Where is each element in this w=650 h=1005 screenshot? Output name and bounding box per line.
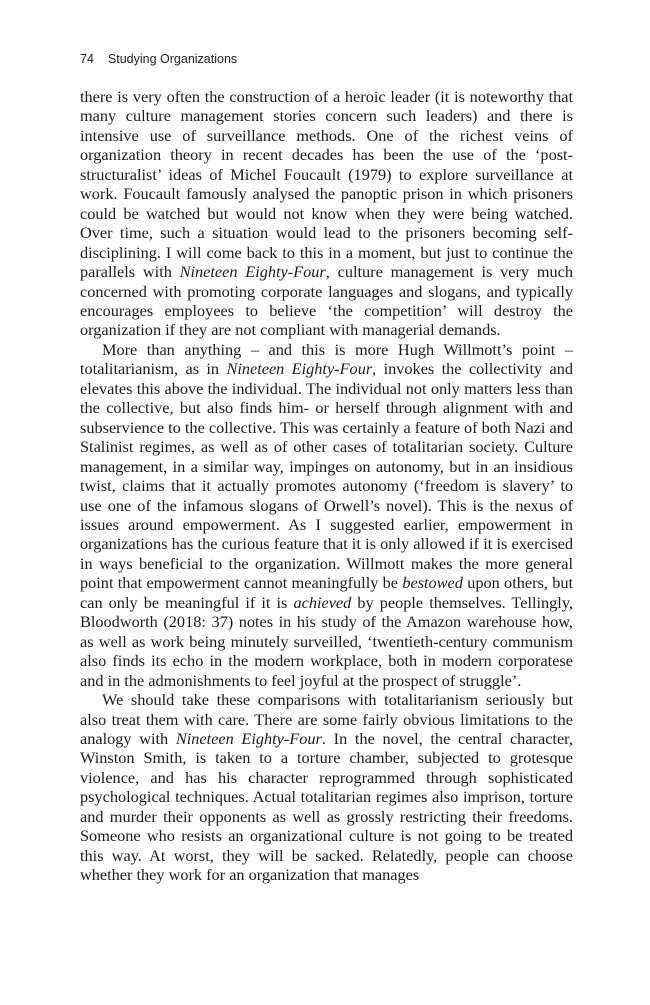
italic-book-title: Nineteen Eighty-Four (226, 359, 373, 379)
text-segment: upon others, but can only be meaningful if it is (80, 573, 574, 612)
paragraph-3 (80, 690, 573, 885)
paragraph-1 (80, 87, 573, 340)
italic-book-title: Nineteen Eighty-Four (179, 262, 326, 282)
paragraph-2 (80, 340, 573, 690)
text-segment: . In the novel, the central character, Winston Smith, is taken to a torture chamber, subjected to grotesque violence, and has his character reprogrammed through sophisticated psychological techniques. Actual totalitarian regimes also imprison, torture and murder their opponents as well as grossly restricting their freedoms. Someone who resists an organizational culture is not going to be treated this way. At worst, they will be sacked. Relatedly, people can choose whether they work for an organization that manages (80, 728, 574, 885)
running-head (80, 52, 237, 66)
page-number: 74 (80, 52, 94, 66)
italic-book-title: Nineteen Eighty-Four (175, 728, 322, 748)
text-segment: there is very often the construction of a heroic leader (it is noteworthy that many culture management stories concern such leaders) and there is intensive use of surveillance methods. One of the richest veins of organization theory in recent decades has been the use of the ‘post-structuralist’ ideas of Michel Foucault (1979) to explore surveillance at work. Foucault famously analysed the panoptic prison in which prisoners could be watched but would not know when they were being watched. Over time, such a situation would lead to the prisoners becoming self-disciplining. I will come back to this in a moment, but just to continue the parallels with (80, 87, 573, 282)
text-segment: , invokes the collectivity and elevates this above the individual. The individual not only matters less than the collective, but also finds him- or herself through alignment with and subservience to the collective. This was certainly a feature of both Nazi and Stalinist regimes, as well as of other cases of totalitarian society. Culture management, in a similar way, impinges on autonomy, but in an insidious twist, claims that it actually promotes autonomy (‘freedom is slavery’ to use one of the infamous slogans of Orwell’s novel). This is the nexus of issues around empowerment. As I suggested earlier, empowerment in organizations has the curious feature that it is only allowed if it is exercised in ways beneficial to the organization. Willmott makes the more general point that empowerment cannot meaningfully be (80, 359, 573, 593)
italic-emphasis: achieved (293, 592, 352, 612)
text-segment: We should take these comparisons with totalitarianism seriously but also treat them with care. There are some fairly obvious limitations to the analogy with (80, 690, 573, 748)
italic-emphasis: bestowed (402, 573, 463, 593)
body-text (80, 87, 573, 885)
text-segment: , culture management is very much concerned with promoting corporate languages and slogans, and typically encourages employees to believe ‘the competition’ will destroy the organization if they are not compliant with managerial demands. (80, 262, 574, 340)
running-title: Studying Organizations (107, 52, 238, 66)
text-segment: by people themselves. Tellingly, Bloodworth (2018: 37) notes in his study of the Amazon warehouse how, as well as work being minutely surveilled, ‘twentieth-century communism also finds its echo in the modern workplace, both in modern corporatese and in the admonishments to feel joyful at the prospect of struggle’. (80, 592, 573, 690)
text-segment: More than anything – and this is more Hugh Willmott’s point – totalitarianism, as in (80, 339, 573, 379)
